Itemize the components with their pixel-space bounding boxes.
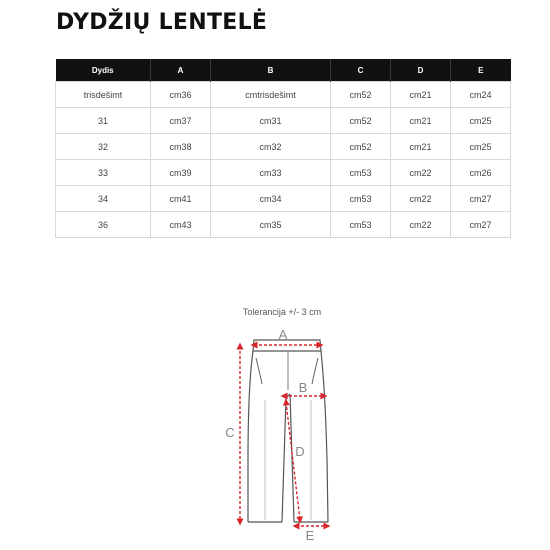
table-cell: cm34 [211,186,331,212]
table-cell: cm53 [331,186,391,212]
header-d: D [391,59,451,82]
table-cell: cm35 [211,212,331,238]
pants-outline [248,340,328,522]
table-cell: cm24 [451,82,511,108]
table-cell: cm31 [211,108,331,134]
header-dydis: Dydis [56,59,151,82]
table-cell: cm39 [151,160,211,186]
label-b: B [298,380,308,395]
table-cell: 31 [56,108,151,134]
table-cell: 34 [56,186,151,212]
table-cell: cm22 [391,212,451,238]
label-a: A [278,327,288,342]
table-cell: cm52 [331,134,391,160]
table-cell: 32 [56,134,151,160]
header-e: E [451,59,511,82]
label-d: D [295,444,305,459]
header-c: C [331,59,391,82]
table-cell: cm21 [391,108,451,134]
table-cell: cm27 [451,186,511,212]
table-cell: cm52 [331,82,391,108]
label-c: C [225,425,235,440]
tolerance-note: Tolerancija +/- 3 cm [242,307,322,317]
table-cell: cm52 [331,108,391,134]
table-cell: cm32 [211,134,331,160]
table-cell: cm41 [151,186,211,212]
table-cell: trisdešimt [56,82,151,108]
header-a: A [151,59,211,82]
label-e: E [305,528,315,543]
table-cell: 36 [56,212,151,238]
page-title: DYDŽIŲ LENTELĖ [56,10,268,35]
table-cell: cm43 [151,212,211,238]
table-cell: cm33 [211,160,331,186]
table-cell: cm53 [331,212,391,238]
table-cell: cm22 [391,186,451,212]
table-cell: cmtrisdešimt [211,82,331,108]
table-cell: cm21 [391,82,451,108]
table-cell: cm37 [151,108,211,134]
table-cell: cm21 [391,134,451,160]
table-cell: cm25 [451,108,511,134]
table-cell: cm38 [151,134,211,160]
table-cell: cm25 [451,134,511,160]
table-cell: cm36 [151,82,211,108]
table-cell: 33 [56,160,151,186]
header-b: B [211,59,331,82]
table-cell: cm27 [451,212,511,238]
table-cell: cm26 [451,160,511,186]
table-cell: cm53 [331,160,391,186]
table-cell: cm22 [391,160,451,186]
